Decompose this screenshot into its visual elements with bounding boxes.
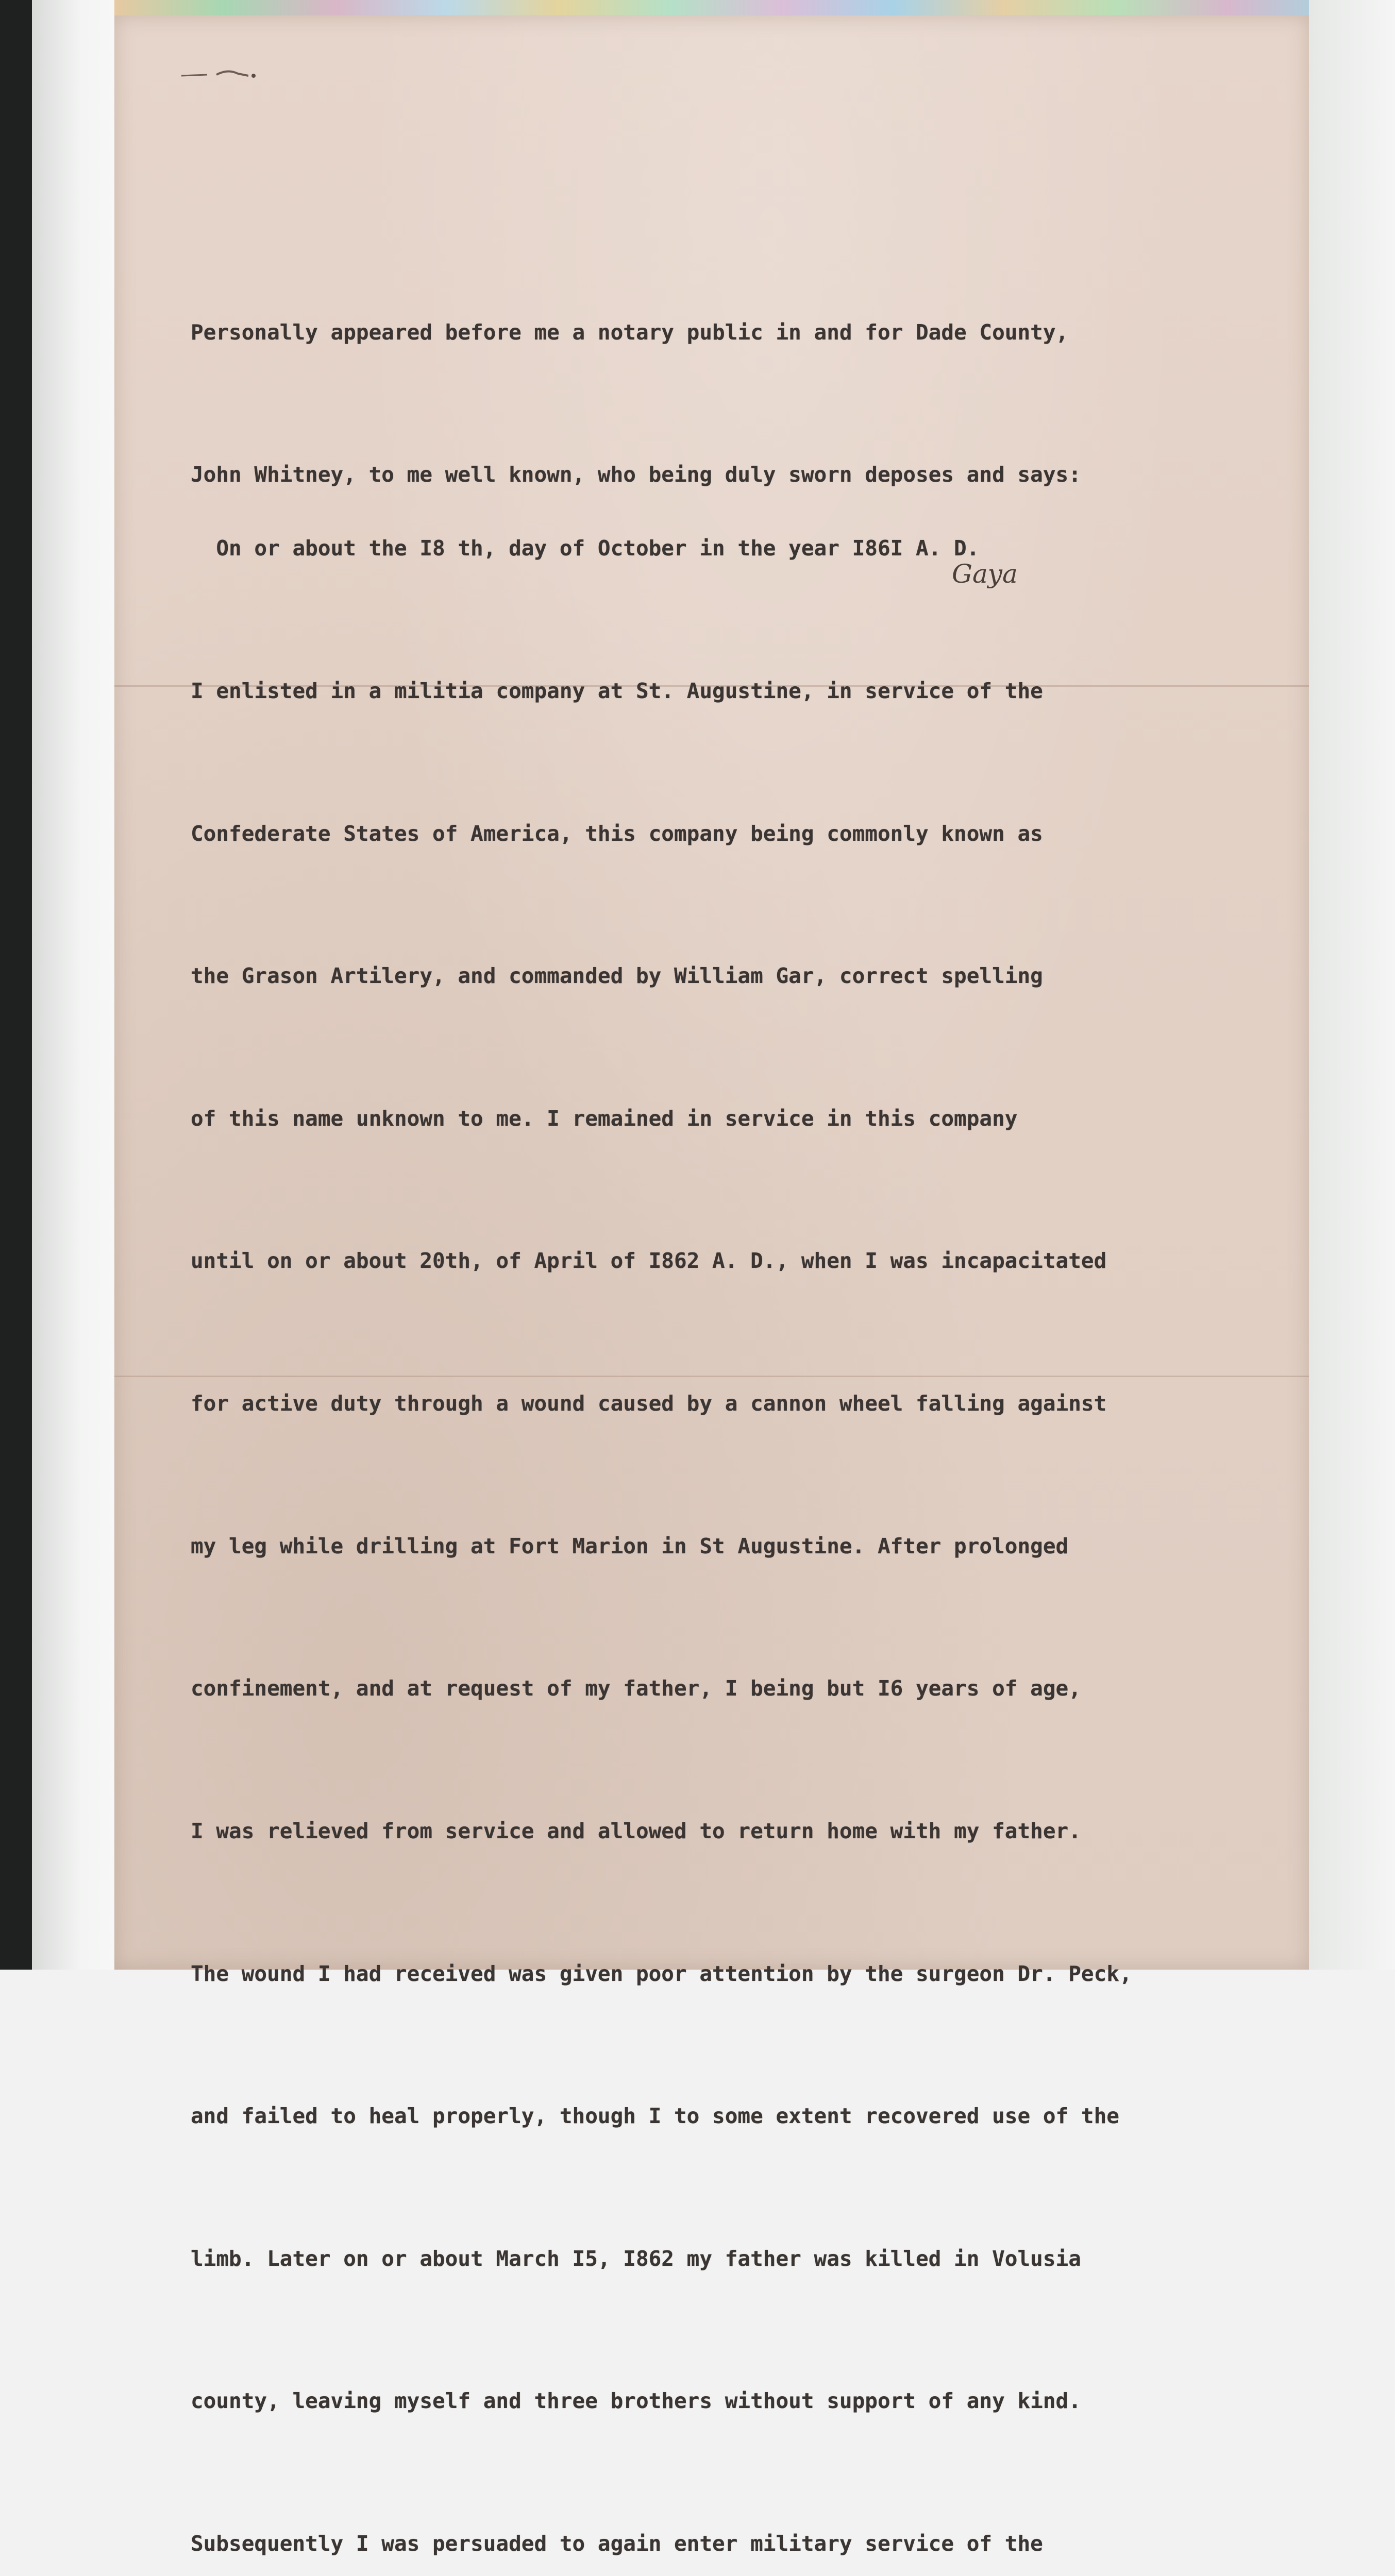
intro-line: John Whitney, to me well known, who being duly sworn deposes and says: — [191, 462, 1081, 487]
body-line: I enlisted in a militia company at St. Augustine, in service of the — [191, 679, 1043, 704]
body-line: confinement, and at request of my father, I being but I6 years of age, — [191, 1676, 1081, 1701]
body-line: and failed to heal properly, though I to some extent recovered use of the — [191, 2104, 1119, 2129]
body-line: until on or about 20th, of April of I862 A. D., when I was incapacitated — [191, 1248, 1107, 1274]
handwritten-correction: Gaya — [952, 559, 1018, 589]
intro-line: Personally appeared before me a notary public in and for Dade County, — [191, 320, 1069, 345]
body-line: Confederate States of America, this company being commonly known as — [191, 821, 1043, 846]
body-line: for active duty through a wound caused by a cannon wheel falling against — [191, 1391, 1107, 1416]
scanner-color-strip — [0, 0, 1395, 15]
body-line: county, leaving myself and three brothers without support of any kind. — [191, 2388, 1081, 2414]
body-line: The wound I had received was given poor attention by the surgeon Dr. Peck, — [191, 1961, 1132, 1986]
scan-dark-edge — [0, 0, 32, 1970]
body-line: limb. Later on or about March I5, I862 my father was killed in Volusia — [191, 2246, 1081, 2271]
scan-right-margin — [1309, 0, 1395, 1970]
body-line: my leg while drilling at Fort Marion in St Augustine. After prolonged — [191, 1533, 1069, 1558]
pin-hole-mark — [176, 64, 264, 85]
body-line: the Grason Artilery, and commanded by William Gar, correct spelling — [191, 963, 1043, 989]
body-line: of this name unknown to me. I remained in service in this company — [191, 1106, 1018, 1131]
scan-left-margin — [32, 0, 114, 1970]
document-page — [114, 15, 1309, 2556]
body-paragraphs — [191, 430, 1145, 2576]
body-line: On or about the I8 th, day of October in the year I86I A. D. — [191, 536, 980, 561]
body-line: I was relieved from service and allowed to return home with my father. — [191, 1818, 1081, 1843]
body-line: Subsequently I was persuaded to again enter military service of the — [191, 2531, 1043, 2556]
